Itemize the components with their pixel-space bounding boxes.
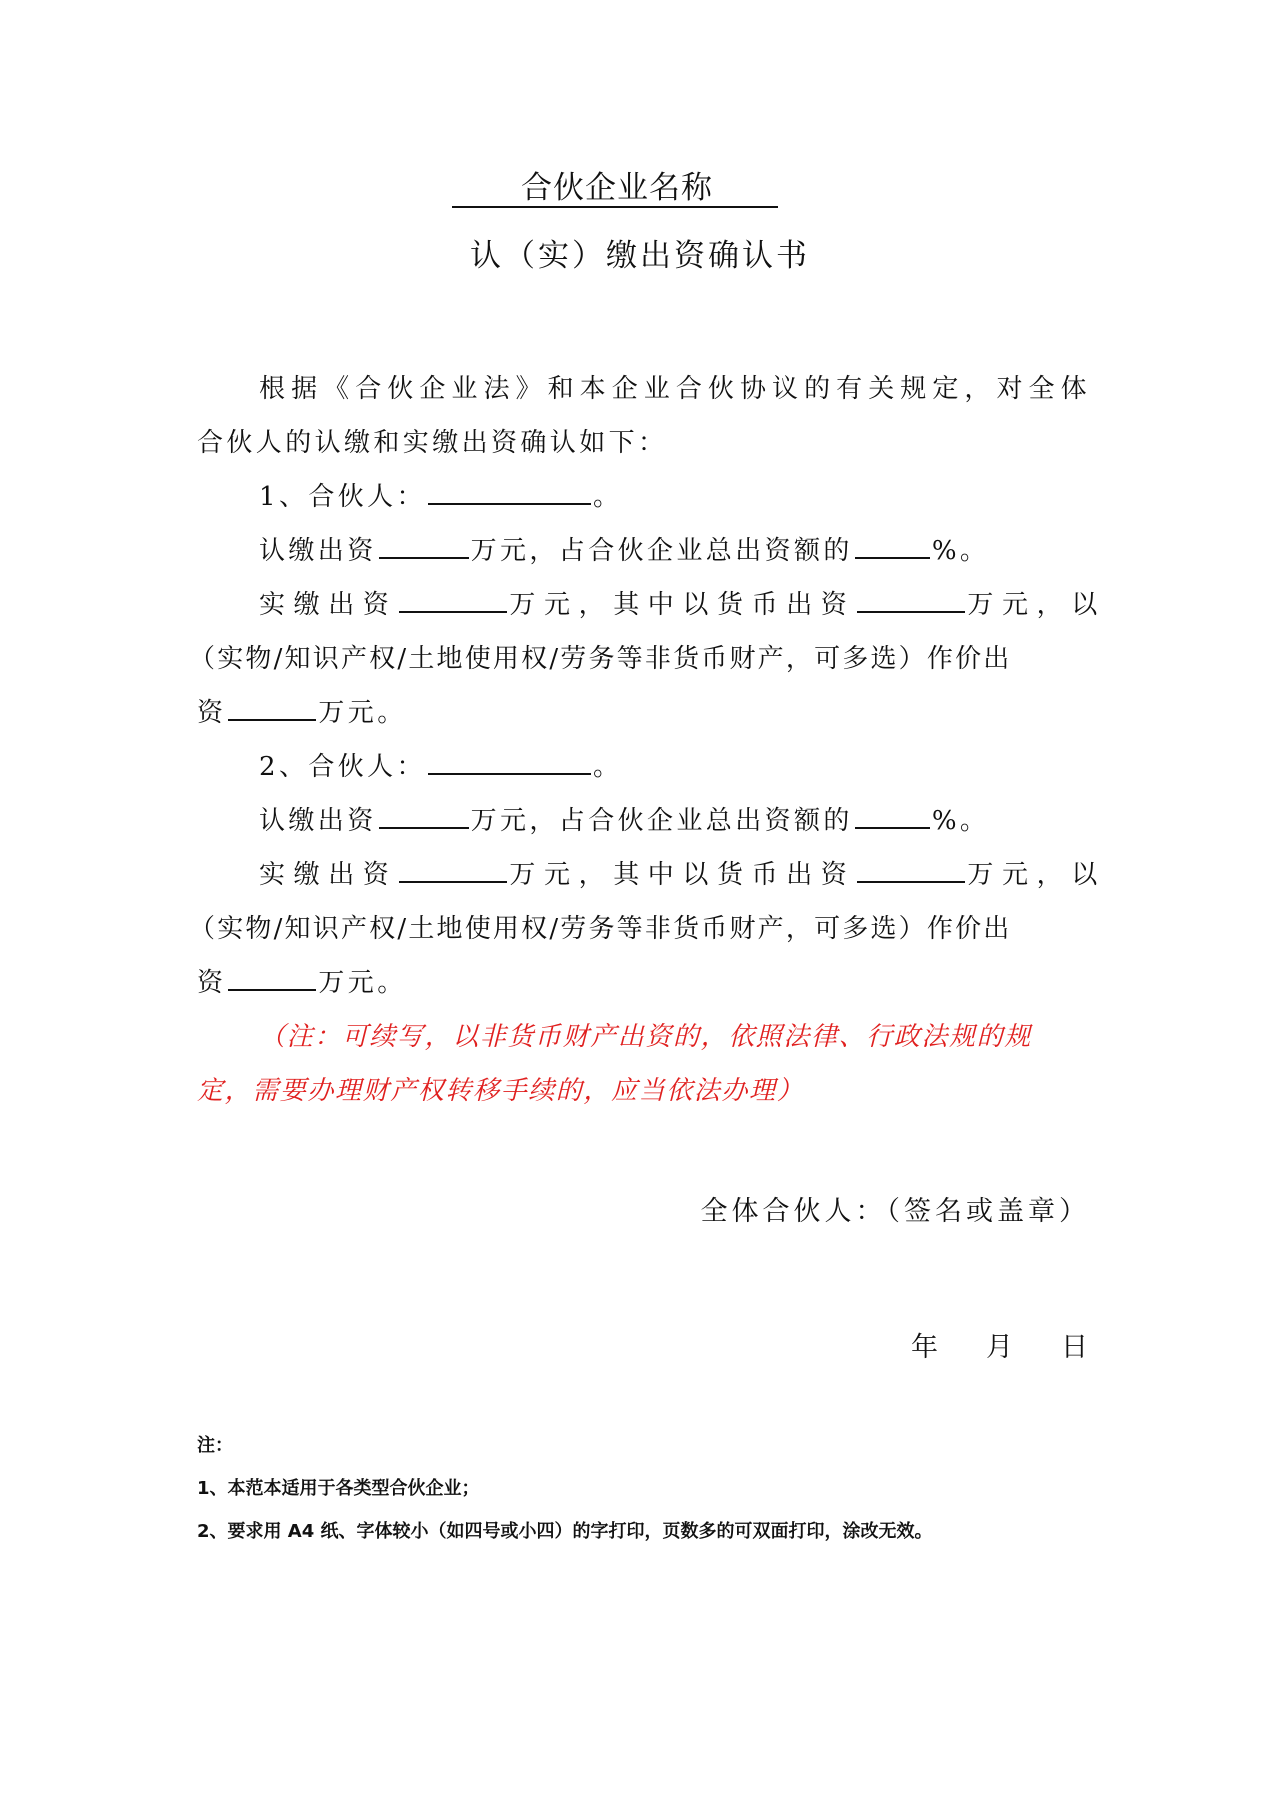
- partner-2-subscribed-row: [197, 794, 1090, 848]
- partner-1-percent-blank[interactable]: [855, 527, 930, 559]
- date-line: [911, 1328, 1088, 1368]
- footnote-item-2: 2、要求用 A4 纸、字体较小（如四号或小四）的字打印，页数多的可双面打印，涂改无效。: [197, 1521, 933, 1542]
- partner-1-paid-end: 万元，以: [967, 590, 1106, 620]
- partner-2-percent-blank[interactable]: [855, 797, 930, 829]
- partner-1-subscribed-prefix: 认缴出资: [259, 536, 377, 566]
- partner-2-paid-mid: 万元，其中以货币出资: [509, 860, 856, 890]
- partner-2-paid-amount-blank[interactable]: [399, 851, 507, 883]
- partner-2-nonmonetary-line: （实物/知识产权/土地使用权/劳务等非货币财产，可多选）作价出: [189, 914, 1012, 944]
- partner-2-label: 2、合伙人：: [259, 752, 426, 782]
- partner-1-end: 。: [592, 482, 623, 512]
- partner-1-label: 1、合伙人：: [259, 482, 426, 512]
- partner-2-nonmonetary-prefix: 资: [197, 968, 227, 998]
- red-note-line-2: 定，需要办理财产权转移手续的，应当依法办理）: [197, 1076, 805, 1106]
- partner-2-end: 。: [592, 752, 623, 782]
- date-day-label: 日: [1061, 1332, 1088, 1363]
- enterprise-name-field[interactable]: 合伙企业名称: [521, 170, 713, 206]
- partner-1-name-blank[interactable]: [428, 473, 591, 505]
- footnotes: [197, 1430, 933, 1559]
- partner-1-nonmonetary-suffix: 万元。: [318, 698, 407, 728]
- document-subtitle: 认（实）缴出资确认书: [470, 238, 810, 274]
- partner-2-paid-end: 万元，以: [967, 860, 1106, 890]
- partner-1-subscribed-unit: 万元，占合伙企业总出资额的: [470, 536, 853, 566]
- signature-line: 全体合伙人：（签名或盖章）: [700, 1196, 1090, 1227]
- intro-line-1: 根据《合伙企业法》和本企业合伙协议的有关规定，对全体: [259, 374, 1090, 404]
- partner-1-paid-row: [197, 578, 1106, 632]
- partner-2-nonmonetary-row: [197, 956, 1090, 1010]
- partner-1-subscribed-amount-blank[interactable]: [379, 527, 469, 559]
- partner-2-cash-amount-blank[interactable]: [857, 851, 965, 883]
- partner-2-subscribed-unit: 万元，占合伙企业总出资额的: [470, 806, 853, 836]
- footnote-item-1: 1、本范本适用于各类型合伙企业；: [197, 1478, 480, 1499]
- partner-2-name-row: [197, 740, 1090, 794]
- partner-2-nonmonetary-suffix: 万元。: [318, 968, 407, 998]
- red-note-line-1: （注：可续写，以非货币财产出资的，依照法律、行政法规的规: [259, 1022, 1032, 1052]
- document-title: [452, 170, 778, 208]
- partner-2-paid-prefix: 实缴出资: [259, 860, 398, 890]
- partner-1-percent-suffix: %。: [931, 536, 990, 566]
- partner-1-nonmonetary-line: （实物/知识产权/土地使用权/劳务等非货币财产，可多选）作价出: [189, 644, 1012, 674]
- partner-1-nonmonetary-amount-blank[interactable]: [228, 689, 316, 721]
- footnotes-header: 注：: [197, 1435, 233, 1456]
- partner-1-nonmonetary-row: [197, 686, 1090, 740]
- partner-1-paid-amount-blank[interactable]: [399, 581, 507, 613]
- partner-1-subscribed-row: [197, 524, 1090, 578]
- partner-2-name-blank[interactable]: [428, 743, 591, 775]
- partner-2-subscribed-amount-blank[interactable]: [379, 797, 469, 829]
- partner-1-paid-mid: 万元，其中以货币出资: [509, 590, 856, 620]
- partner-1-name-row: [197, 470, 1090, 524]
- partner-2-percent-suffix: %。: [931, 806, 990, 836]
- intro-line-2: 合伙人的认缴和实缴出资确认如下：: [197, 428, 668, 458]
- partner-1-cash-amount-blank[interactable]: [857, 581, 965, 613]
- date-year-label: 年: [911, 1332, 938, 1363]
- document-body: [189, 362, 1106, 1118]
- partner-2-subscribed-prefix: 认缴出资: [259, 806, 377, 836]
- partner-1-nonmonetary-prefix: 资: [197, 698, 227, 728]
- date-month-label: 月: [986, 1332, 1013, 1363]
- partner-1-paid-prefix: 实缴出资: [259, 590, 398, 620]
- partner-2-nonmonetary-amount-blank[interactable]: [228, 959, 316, 991]
- partner-2-paid-row: [197, 848, 1106, 902]
